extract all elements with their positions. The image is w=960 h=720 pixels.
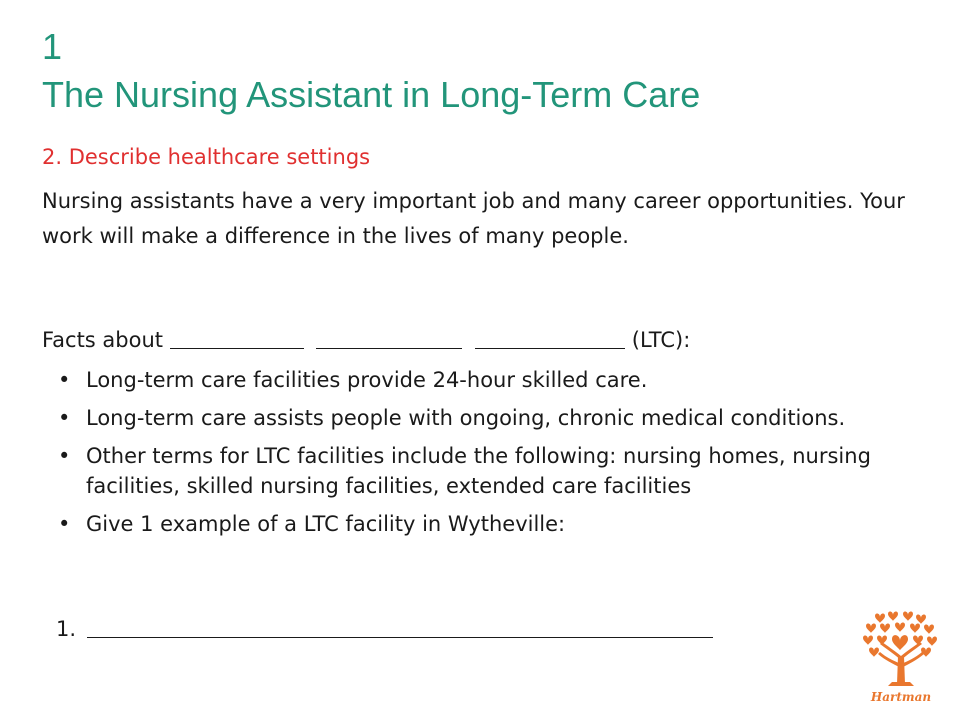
answer-blank	[87, 615, 713, 638]
list-item	[58, 365, 918, 395]
bullet-icon: •	[58, 512, 71, 536]
fill-blank-1	[170, 326, 304, 349]
hartman-heart-tree-icon	[858, 610, 944, 692]
hartman-logo	[858, 610, 944, 710]
fill-blank-2	[316, 326, 462, 349]
answer-line	[56, 612, 713, 647]
facts-suffix: (LTC):	[631, 328, 691, 352]
bullet-text: Long-term care facilities provide 24-hour skilled care.	[86, 368, 648, 392]
facts-heading	[42, 323, 690, 358]
bullet-icon: •	[58, 368, 71, 392]
slide-subtitle: 2. Describe healthcare settings	[42, 145, 371, 169]
bullet-icon: •	[58, 444, 71, 468]
list-item	[58, 403, 918, 433]
list-item	[58, 441, 918, 501]
slide-title: The Nursing Assistant in Long-Term Care	[42, 74, 701, 115]
facts-list	[58, 365, 918, 547]
bullet-text: Long-term care assists people with ongoing, chronic medical conditions.	[86, 406, 846, 430]
answer-number: 1.	[56, 617, 77, 641]
bullet-text: Other terms for LTC facilities include the following: nursing homes, nursing facilities, skilled nursing facilities, extended care facilities	[86, 444, 871, 498]
bullet-icon: •	[58, 406, 71, 430]
intro-paragraph: Nursing assistants have a very important job and many career opportunities. Your work will make a difference in the lives of many people.	[42, 189, 905, 248]
fill-blank-3	[475, 326, 625, 349]
facts-prefix: Facts about	[42, 328, 164, 352]
bullet-text: Give 1 example of a LTC facility in Wytheville:	[86, 512, 566, 536]
chapter-number: 1	[42, 26, 63, 67]
list-item	[58, 509, 918, 539]
logo-text: Hartman	[870, 690, 932, 704]
